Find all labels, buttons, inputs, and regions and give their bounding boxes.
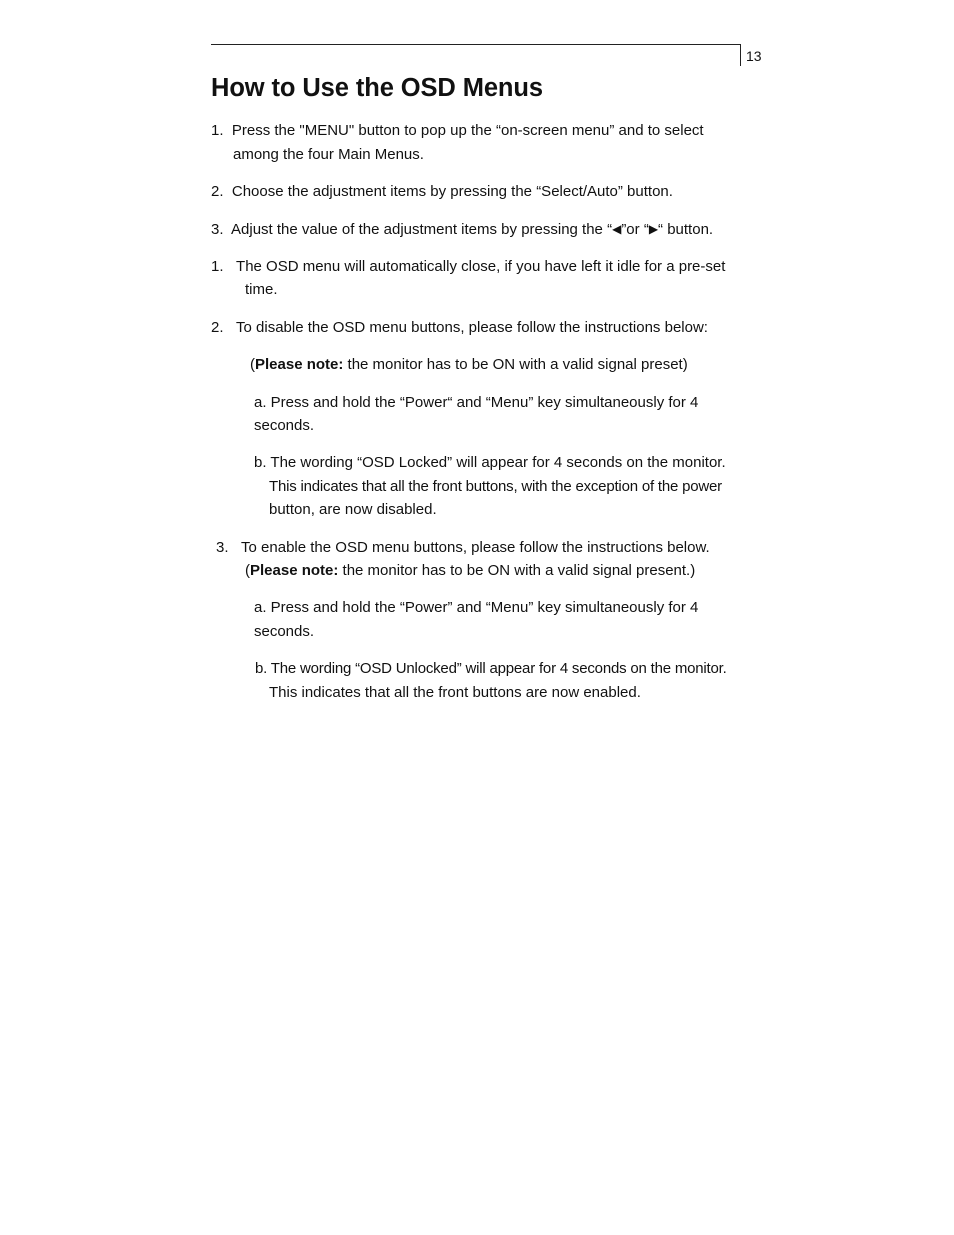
note-3-please-note-label: Please note: (250, 562, 339, 579)
step-3-text: Adjust the value of the adjustment items by pressing the “ (231, 221, 613, 238)
note-3-substep-b-continued: This indicates that all the front buttons are now enabled. (269, 684, 641, 701)
step-3-text-mid: ”or “ (621, 221, 649, 238)
note-3-number: 3. (216, 539, 229, 556)
left-arrow-icon: ◀ (612, 222, 622, 236)
step-3 (211, 218, 713, 242)
note-3-please-note-text: the monitor has to be ON with a valid signal present.) (338, 562, 696, 579)
note-1-continued: time. (245, 281, 278, 298)
note-3-substep-a: a. Press and hold the “Power” and “Menu” key simultaneously for 4 (254, 599, 699, 616)
step-2-number: 2. (211, 183, 224, 200)
note-2-please-note-text: the monitor has to be ON with a valid signal preset) (343, 356, 688, 373)
step-2 (211, 180, 673, 204)
header-rule (211, 44, 741, 45)
step-3-number: 3. (211, 221, 224, 238)
note-2-text: To disable the OSD menu buttons, please follow the instructions below: (236, 319, 708, 336)
note-3-substep-b: b. The wording “OSD Unlocked” will appear for 4 seconds on the monitor. (255, 660, 727, 677)
note-1-text: The OSD menu will automatically close, if you have left it idle for a pre-set (236, 258, 726, 275)
step-1-text: Press the "MENU" button to pop up the “on-screen menu” and to select (231, 122, 704, 139)
note-3 (216, 536, 710, 560)
note-2-substep-b-end: button, are now disabled. (269, 501, 437, 518)
note-2-substep-a: a. Press and hold the “Power“ and “Menu” key simultaneously for 4 (254, 394, 699, 411)
page-number: 13 (746, 48, 762, 64)
step-1 (211, 119, 704, 143)
note-2-number: 2. (211, 319, 224, 336)
header-divider (740, 44, 741, 66)
note-2-substep-b-continued: This indicates that all the front buttons, with the exception of the power (269, 478, 722, 495)
page-title: How to Use the OSD Menus (211, 74, 543, 102)
note-3-text: To enable the OSD menu buttons, please follow the instructions below. (241, 539, 710, 556)
note-1-number: 1. (211, 258, 224, 275)
note-3-substep-a-continued: seconds. (254, 623, 315, 640)
note-2-please-note (250, 353, 688, 377)
note-3-please-note (245, 559, 695, 583)
step-1-number: 1. (211, 122, 224, 139)
note-2-substep-b: b. The wording “OSD Locked” will appear for 4 seconds on the monitor. (254, 454, 726, 471)
note-1 (211, 255, 725, 279)
note-2-paren: ( (250, 356, 255, 373)
step-2-text: Choose the adjustment items by pressing the “Select/Auto” button. (231, 183, 673, 200)
note-2-please-note-label: Please note: (255, 356, 344, 373)
step-3-text-end: “ button. (658, 221, 714, 238)
right-arrow-icon: ▶ (648, 222, 659, 236)
note-2 (211, 316, 708, 340)
step-1-continued: among the four Main Menus. (233, 146, 424, 163)
note-3-paren: ( (245, 562, 250, 579)
note-2-substep-a-continued: seconds. (254, 417, 315, 434)
